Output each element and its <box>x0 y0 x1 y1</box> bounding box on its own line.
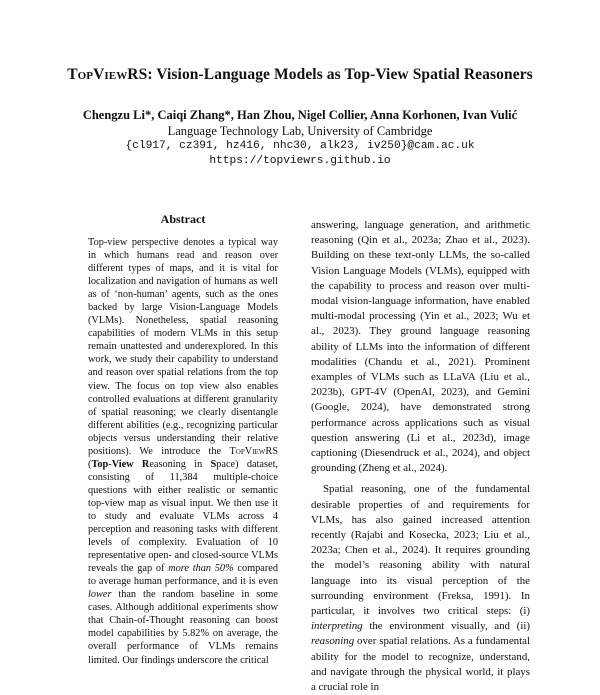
paper-title <box>0 66 600 84</box>
emphasis-gap: more than 50% <box>168 563 234 575</box>
abstract-text-7: compared to average human performance, and it is even <box>88 563 279 588</box>
intro-text-a: Spatial reasoning, one of the fundamental desirable properties of and requirements for VLMs, has also gained increased attention recently (Rajabi and Kosecka, 2023; Liu et al., 2023a; Chen et al., 2024). It requires grounding the model’s reasoning ability with natural language into its visual perception of the surrounding environment (Freksa, 1991). In particular, it involves two critical steps: (i) <box>311 483 530 618</box>
acronym-r: R <box>141 458 150 470</box>
abstract-text-3: - <box>108 458 112 470</box>
acronym-s: S <box>210 458 217 470</box>
emphasis-interpreting: interpreting <box>311 620 363 633</box>
intro-text-b: the environment visually, and (ii) <box>362 620 530 633</box>
author-list: Chengzu Li*, Caiqi Zhang*, Han Zhou, Nigel Collier, Anna Korhonen, Ivan Vulić <box>82 108 518 122</box>
abstract-text-6: pace) dataset, consisting of 11,384 multiple-choice questions with either realistic or semantic top-view map as visual input. We then use it to study and evaluate VLMs across 4 perception and reasoning tasks with different levels of complexity. Evaluation of 10 representative open- and closed-source VLMs reveals the gap of <box>88 458 279 575</box>
affiliation: Language Technology Lab, University of Cambridge <box>167 124 433 138</box>
intro-column <box>311 218 530 695</box>
title-name: TopViewRS <box>67 66 148 83</box>
intro-paragraph-1: answering, language generation, and arithmetic reasoning (Qin et al., 2023a; Zhao et al., 2023). Building on these text-only LLMs, the so-called Vision Language Models (VLMs), equipped with the capability to process and reason over multi-modal vision-language information, have enabled multi-modal processing (Yin et al., 2023; Wu et al., 2023). They ground language reasoning ability of LLMs into the information of different modalities (Chandu et al., 2021). Prominent examples of VLMs such as LLaVA (Liu et al., 2023b), GPT-4V (OpenAI, 2023), and Gemini (Google, 2024), have demonstrated strong performance across applications such as visual question answering (Li et al., 2023d), image captioning (Diesendruck et al., 2024), and object grounding (Zheng et al., 2024). <box>311 219 530 475</box>
abstract-heading: Abstract <box>160 212 206 226</box>
author-emails: {cl917, cz391, hz416, nhc30, alk23, iv250}@cam.ac.uk <box>125 140 475 152</box>
abstract-text-8: than the random baseline in some cases. Although additional experiments show that Chain-of-Thought reasoning can boost model capabilities by 5.82% on average, the overall performance of VLMs remains limited. Our findings underscore the critical <box>88 589 278 666</box>
abstract-text-1: Top-view perspective denotes a typical way in which humans read and reason over different types of maps, and it is vital for localization and navigation of humans as well as of ‘non-human’ agents, such as the ones backed by large Vision-Language Models (VLMs). Nonetheless, spatial reasoning capabilities of modern VLMs in this setup remain unattested and underexplored. In this work, we study their capability to understand and reason over spatial relations from the top view. The focus on top view also enables controlled evaluations at different granularity of spatial reasoning; we clearly disentangle different abilities (e.g., recognizing particular objects versus understanding their relative positions). We introduce the <box>88 237 278 457</box>
intro-text-c: over spatial relations. As a fundamental ability for the model to recognize, understand, and navigate through the physical world, it plays a crucial role in <box>311 635 530 694</box>
acronym-top: Top <box>91 458 109 470</box>
abstract-body <box>88 236 278 667</box>
project-url[interactable]: https://topviewrs.github.io <box>209 155 391 167</box>
emphasis-reasoning: reasoning <box>311 635 355 648</box>
dataset-name: TopViewRS <box>229 445 278 457</box>
abstract-text-5: easoning in <box>149 458 211 470</box>
abstract-text-2: ( <box>88 458 92 470</box>
emphasis-lower: lower <box>88 589 112 601</box>
intro-paragraph-2 <box>311 482 530 695</box>
acronym-view: View <box>111 458 134 470</box>
abstract-text-4 <box>134 459 142 470</box>
title-rest: : Vision-Language Models as Top-View Spatial Reasoners <box>147 66 533 83</box>
